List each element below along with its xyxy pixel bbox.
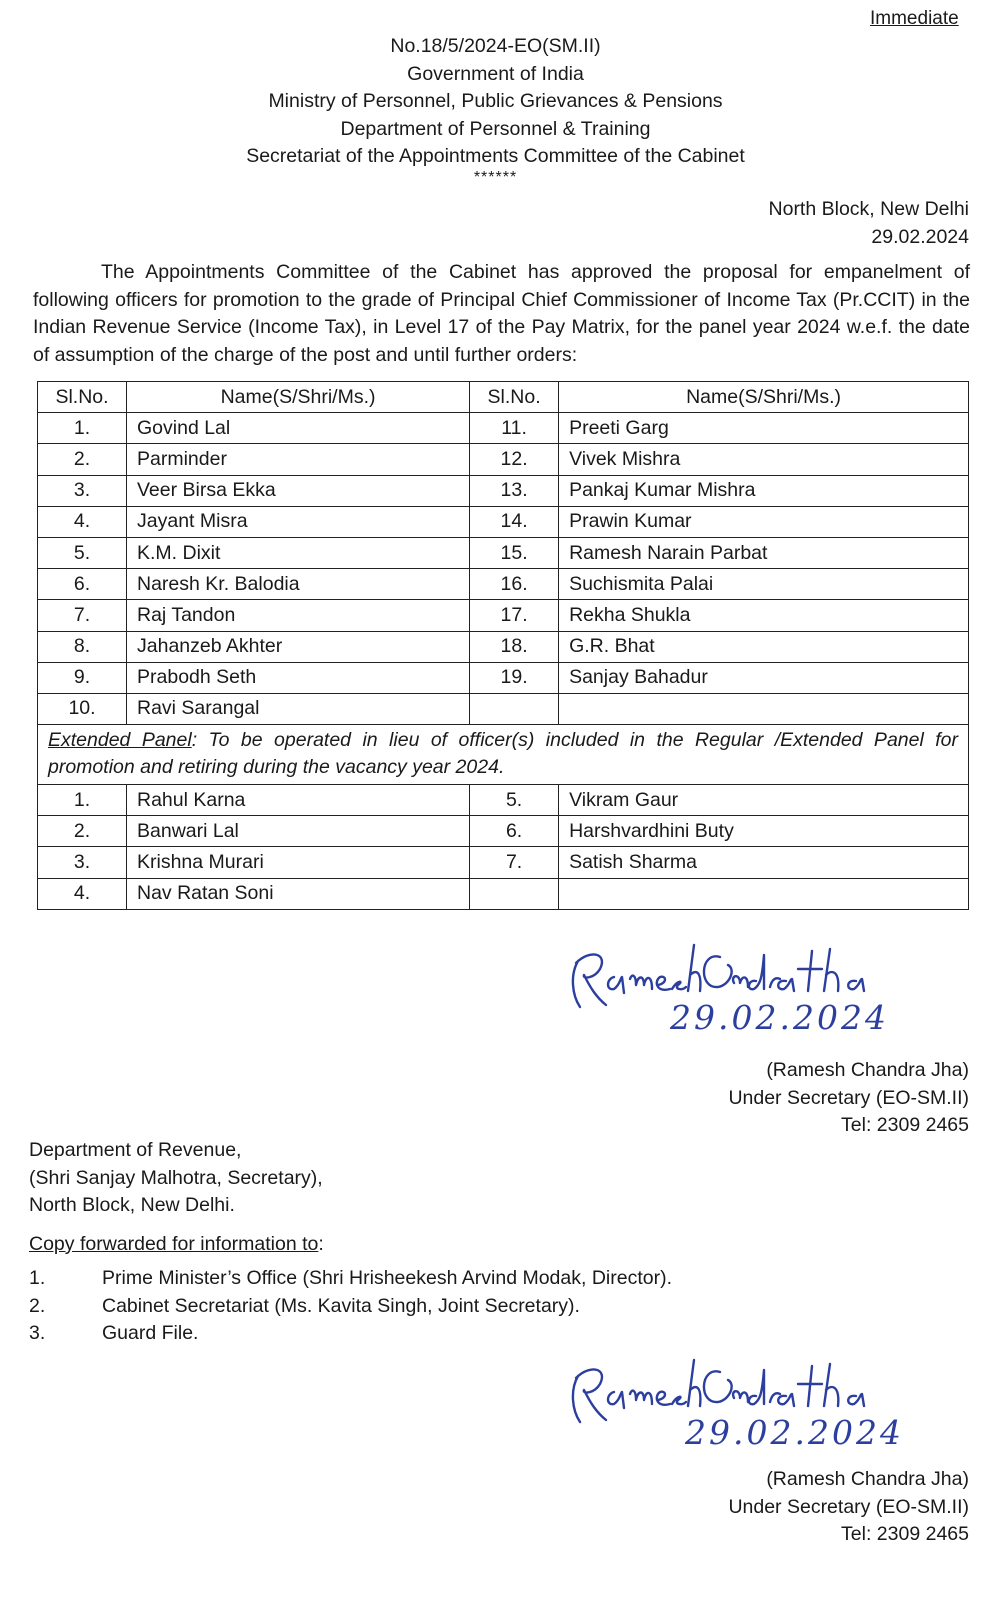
sl-cell: 17. xyxy=(470,600,559,631)
sl-cell: 1. xyxy=(38,413,127,444)
file-number: No.18/5/2024-EO(SM.II) xyxy=(390,35,601,57)
table-row xyxy=(38,444,969,475)
name-cell: Nav Ratan Soni xyxy=(127,878,470,909)
signatory-designation: Under Secretary (EO-SM.II) xyxy=(728,1495,969,1518)
sl-cell: 2. xyxy=(38,444,127,475)
table-row xyxy=(38,475,969,506)
government-name: Government of India xyxy=(407,62,584,85)
extended-panel-label: Extended Panel xyxy=(48,729,192,752)
name-cell: Harshvardhini Buty xyxy=(559,816,969,847)
sl-cell: 6. xyxy=(470,816,559,847)
signatory-tel: Tel: 2309 2465 xyxy=(841,1523,969,1545)
sl-cell: 3. xyxy=(38,475,127,506)
secretariat-name: Secretariat of the Appointments Committee of the Cabinet xyxy=(246,145,745,167)
list-item-text: Cabinet Secretariat (Ms. Kavita Singh, Joint Secretary). xyxy=(102,1294,580,1317)
copy-heading-colon: : xyxy=(318,1233,324,1255)
list-item-number: 2. xyxy=(29,1294,46,1317)
table-row xyxy=(38,785,969,816)
sl-cell: 12. xyxy=(470,444,559,475)
sl-cell: 5. xyxy=(470,785,559,816)
sl-cell: 6. xyxy=(38,569,127,600)
name-cell xyxy=(559,878,969,909)
col-header-name: Name(S/Shri/Ms.) xyxy=(559,382,969,413)
handwritten-signature xyxy=(560,935,960,1035)
name-cell: K.M. Dixit xyxy=(127,537,470,568)
sl-cell: 3. xyxy=(38,847,127,878)
sl-cell: 11. xyxy=(470,413,559,444)
name-cell: Veer Birsa Ekka xyxy=(127,475,470,506)
name-cell: Parminder xyxy=(127,444,470,475)
name-cell: Jayant Misra xyxy=(127,506,470,537)
sl-cell: 7. xyxy=(470,847,559,878)
name-cell: Banwari Lal xyxy=(127,816,470,847)
list-item-text: Prime Minister’s Office (Shri Hrisheekesh Arvind Modak, Director). xyxy=(102,1267,673,1289)
table-row xyxy=(38,537,969,568)
signature-date: 29.02.2024 xyxy=(670,998,889,1035)
sl-cell: 18. xyxy=(470,631,559,662)
place-date-block xyxy=(769,196,969,251)
table-row xyxy=(38,569,969,600)
list-item-text: Guard File. xyxy=(102,1322,199,1344)
sl-cell: 2. xyxy=(38,816,127,847)
sl-cell: 10. xyxy=(38,693,127,724)
name-cell: Ramesh Narain Parbat xyxy=(559,537,969,568)
table-row xyxy=(38,693,969,724)
signatory-block xyxy=(728,1466,969,1549)
list-item xyxy=(29,1320,672,1348)
table-row xyxy=(38,631,969,662)
sl-cell: 5. xyxy=(38,537,127,568)
name-cell: Prabodh Seth xyxy=(127,662,470,693)
handwritten-signature xyxy=(560,1350,960,1450)
signatory-designation: Under Secretary (EO-SM.II) xyxy=(728,1086,969,1109)
regular-panel-rows xyxy=(38,413,969,725)
sl-cell: 8. xyxy=(38,631,127,662)
order-text: The Appointments Committee of the Cabinet has approved the proposal for empanelment of following officers for promotion to the grade of Principal Chief Commissioner of Income Tax (Pr.CCIT) in the Indian Revenue Service (Income Tax), in Level 17 of the Pay Matrix, for the panel year 2024 w.e.f. the date of assumption of the charge of the post and until further orders: xyxy=(33,261,970,366)
table-row xyxy=(38,506,969,537)
name-cell: Ravi Sarangal xyxy=(127,693,470,724)
name-cell: Pankaj Kumar Mishra xyxy=(559,475,969,506)
col-header-sl: Sl.No. xyxy=(470,382,559,413)
table-row xyxy=(38,662,969,693)
col-header-sl: Sl.No. xyxy=(38,382,127,413)
table-row xyxy=(38,413,969,444)
table-header-row xyxy=(38,382,969,413)
date: 29.02.2024 xyxy=(871,225,969,248)
name-cell: Preeti Garg xyxy=(559,413,969,444)
name-cell: Raj Tandon xyxy=(127,600,470,631)
extended-panel-note xyxy=(38,725,969,785)
name-cell: Rekha Shukla xyxy=(559,600,969,631)
order-paragraph xyxy=(33,259,970,369)
addressee-line: (Shri Sanjay Malhotra, Secretary), xyxy=(29,1166,323,1189)
table-row xyxy=(38,816,969,847)
sl-cell: 9. xyxy=(38,662,127,693)
extended-panel-text: : To be operated in lieu of officer(s) included in the Regular /Extended Panel for promotion and retiring during the vacancy year 2024. xyxy=(48,729,958,779)
signature-date: 29.02.2024 xyxy=(685,1413,904,1450)
table-row xyxy=(38,600,969,631)
name-cell: Vikram Gaur xyxy=(559,785,969,816)
place: North Block, New Delhi xyxy=(768,198,969,220)
priority-label: Immediate xyxy=(870,8,959,29)
table-row xyxy=(38,878,969,909)
addressee-block xyxy=(29,1137,323,1220)
copy-heading: Copy forwarded for information to xyxy=(29,1233,319,1255)
name-cell: Prawin Kumar xyxy=(559,506,969,537)
addressee-line: Department of Revenue, xyxy=(29,1139,242,1161)
name-cell: Rahul Karna xyxy=(127,785,470,816)
signatory-block xyxy=(728,1057,969,1140)
ministry-name: Ministry of Personnel, Public Grievances & Pensions xyxy=(268,90,723,112)
sl-cell: 16. xyxy=(470,569,559,600)
name-cell xyxy=(559,693,969,724)
name-cell: Govind Lal xyxy=(127,413,470,444)
list-item-number: 3. xyxy=(29,1322,46,1344)
extended-panel-note-row xyxy=(38,725,969,785)
name-cell: Vivek Mishra xyxy=(559,444,969,475)
sl-cell: 14. xyxy=(470,506,559,537)
name-cell: Naresh Kr. Balodia xyxy=(127,569,470,600)
sl-cell: 1. xyxy=(38,785,127,816)
addressee-line: North Block, New Delhi. xyxy=(29,1194,235,1216)
name-cell: Satish Sharma xyxy=(559,847,969,878)
copy-heading-wrap xyxy=(29,1233,324,1256)
sl-cell: 4. xyxy=(38,878,127,909)
sl-cell: 15. xyxy=(470,537,559,568)
col-header-name: Name(S/Shri/Ms.) xyxy=(127,382,470,413)
document-header xyxy=(0,33,991,185)
list-item xyxy=(29,1265,672,1293)
name-cell: Suchismita Palai xyxy=(559,569,969,600)
empanelment-table xyxy=(37,381,969,910)
list-item xyxy=(29,1293,672,1321)
signatory-tel: Tel: 2309 2465 xyxy=(841,1114,969,1136)
separator-stars: ****** xyxy=(473,168,518,186)
sl-cell: 19. xyxy=(470,662,559,693)
sl-cell: 4. xyxy=(38,506,127,537)
sl-cell xyxy=(470,693,559,724)
name-cell: Krishna Murari xyxy=(127,847,470,878)
signatory-name: (Ramesh Chandra Jha) xyxy=(766,1468,969,1490)
sl-cell: 7. xyxy=(38,600,127,631)
list-item-number: 1. xyxy=(29,1267,46,1289)
name-cell: Sanjay Bahadur xyxy=(559,662,969,693)
name-cell: G.R. Bhat xyxy=(559,631,969,662)
signatory-name: (Ramesh Chandra Jha) xyxy=(766,1059,969,1081)
sl-cell xyxy=(470,878,559,909)
sl-cell: 13. xyxy=(470,475,559,506)
extended-panel-rows xyxy=(38,785,969,910)
department-name: Department of Personnel & Training xyxy=(340,117,651,140)
name-cell: Jahanzeb Akhter xyxy=(127,631,470,662)
copy-list xyxy=(29,1265,672,1348)
table-row xyxy=(38,847,969,878)
